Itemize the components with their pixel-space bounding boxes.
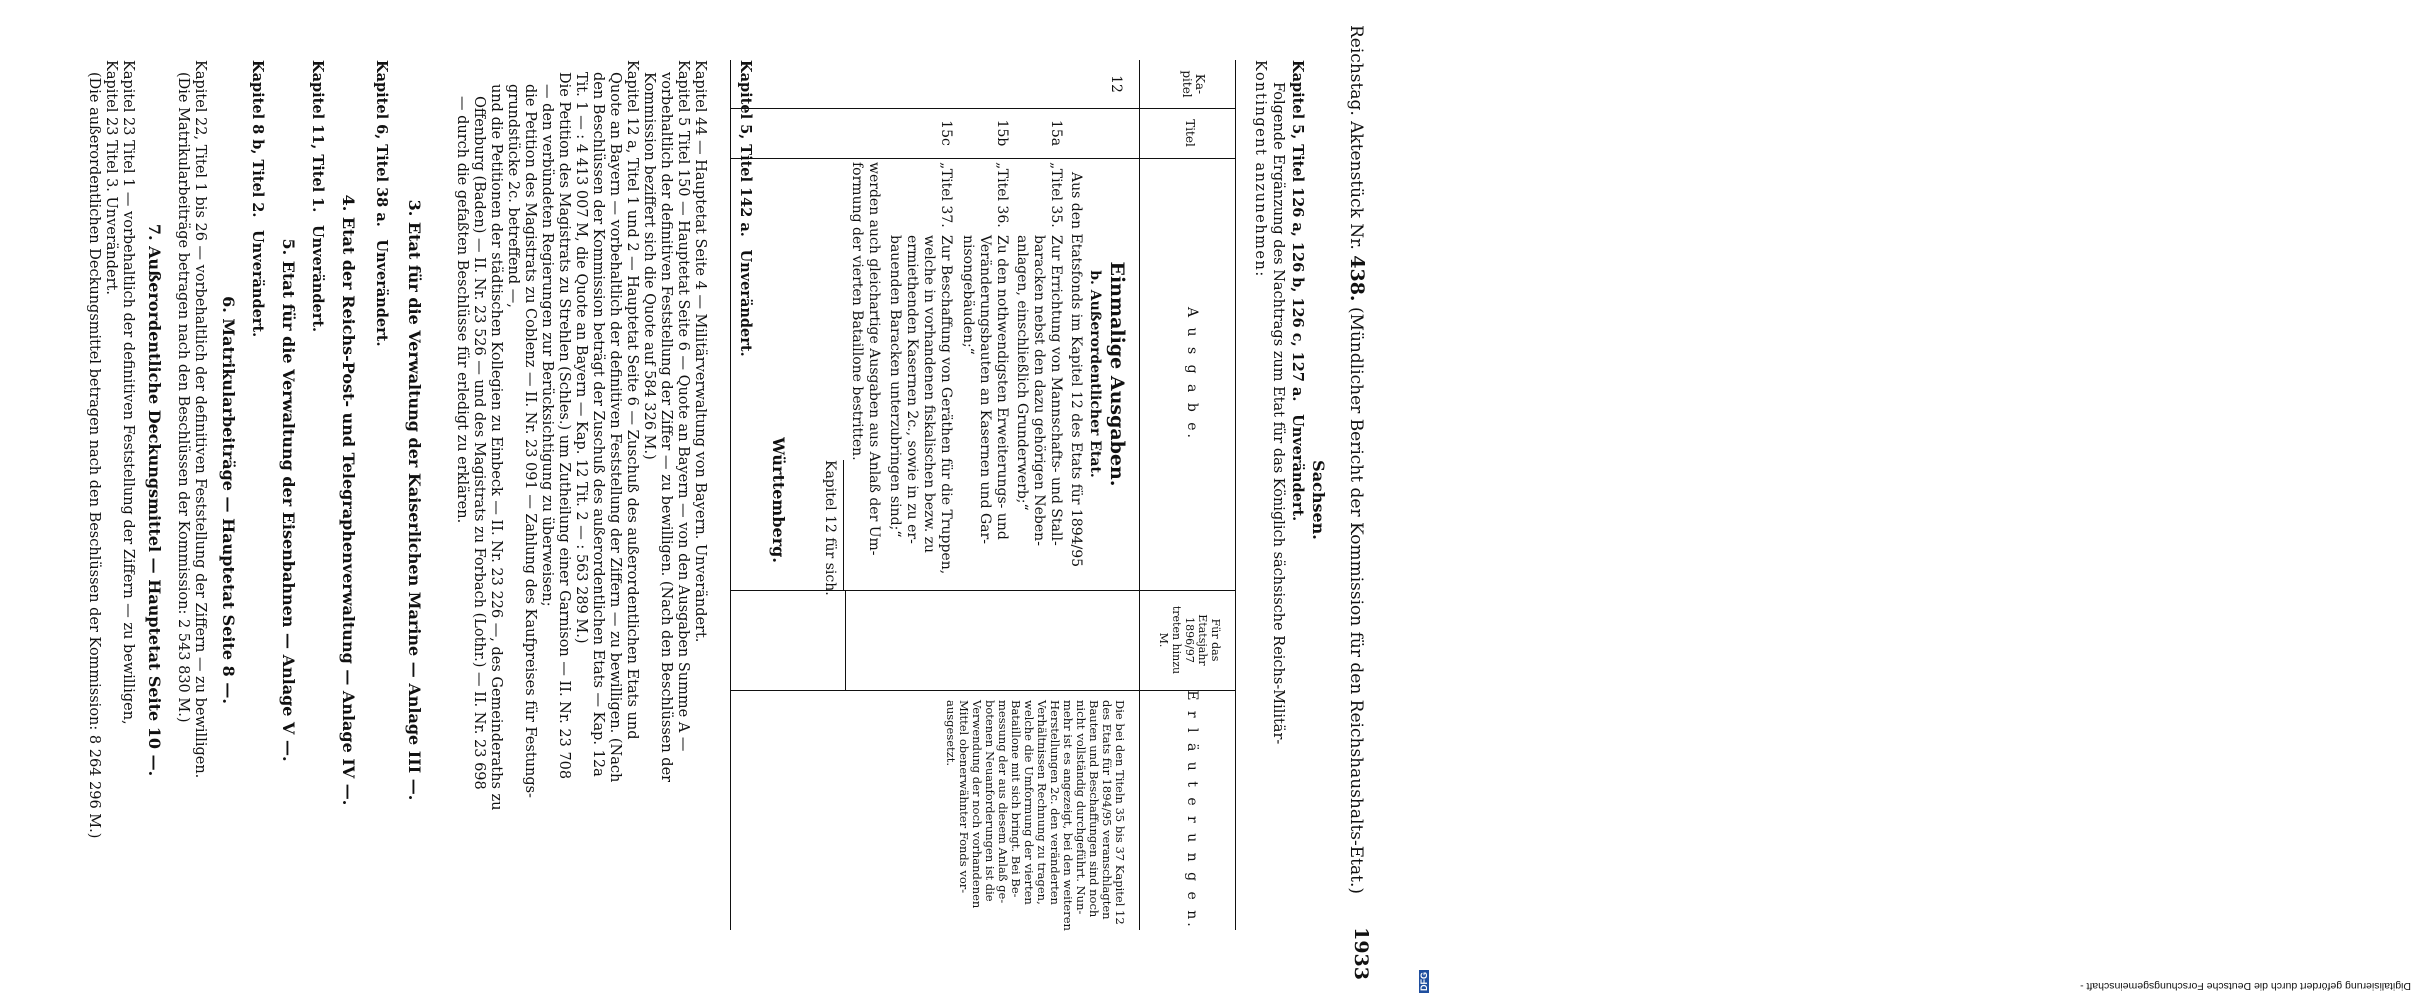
erlaeuterung-8: welche die Umformung der vierten xyxy=(1022,700,1036,905)
row-15c-label: „Titel 37. xyxy=(938,162,954,228)
erlaeuterung-13: Mittel obenerwähnter Fonds vor- xyxy=(957,700,971,894)
section-7-extra: (Die außerordentlichen Deckungsmittel betragen nach den Beschlüssen der Kommission: 8 264 296 M.) xyxy=(86,72,102,839)
row-15b-line1: Zu den nothwendigsten Erweiterungs- und xyxy=(994,235,1010,540)
row-15a-line2: baracken nebst den dazu gehörigen Neben- xyxy=(1031,235,1047,546)
section-3-kap: Kapitel 6, Titel 38 a. xyxy=(373,60,390,227)
row-15c-line3: ermiethenden Kasernen 2c., sowie in zu er- xyxy=(904,235,920,544)
section-4-status: Unverändert. xyxy=(309,224,326,333)
row-15c-line1: Zur Beschaffung von Geräthen für die Truppen, xyxy=(938,235,954,575)
erlaeuterung-4: nicht vollständig durchgeführt. Nun- xyxy=(1074,700,1088,915)
row-15c-line2: welche in vorhandenen fiskalischen bezw. zu xyxy=(921,235,937,554)
erlaeuterung-10: messung der aus diesem Anlaß ge- xyxy=(996,700,1010,904)
header-title: (Mündlicher Bericht der Kommission für den Reichshaushalts-Etat.) xyxy=(1346,306,1366,894)
digitization-credit xyxy=(1417,0,2411,1000)
titel-15b: 15b xyxy=(994,119,1010,147)
werden-line2: formung der vierten Bataillone bestritten. xyxy=(849,162,865,461)
wuerttemberg-kapitel5 xyxy=(736,60,754,357)
erlaeuterung-12: Verwendung der noch vorhandenen xyxy=(970,700,984,909)
titel-15a: 15a xyxy=(1048,119,1064,147)
row-15a-line3: anlagen, einschließlich Grunderwerb;“ xyxy=(1014,235,1030,511)
sachsen-heading: Sachsen. xyxy=(1309,460,1328,540)
section-3-status: Unverändert. xyxy=(373,239,390,347)
section-4-heading: 4. Etat der Reichs-Post- und Telegraphenverwaltung — Anlage IV —. xyxy=(339,194,358,806)
sachsen-intro-2: Kontingent anzunehmen: xyxy=(1252,60,1268,278)
bayern-line: Kommission beziffert sich die Quote auf 584 326 M.) xyxy=(641,72,657,460)
erlaeuterung-14: ausgesetzt. xyxy=(944,700,958,766)
section-3-heading: 3. Etat für die Verwaltung der Kaiserlichen Marine — Anlage III —. xyxy=(405,199,424,801)
bayern-line: Die Petition des Magistrats zu Strehlen (Schles.) um Zutheilung einer Garnison — II. Nr. 23 708 xyxy=(556,72,572,780)
aus-den-line: Aus den Etatsfonds im Kapitel 12 des Etats für 1894/95 xyxy=(1068,172,1084,568)
section-7-status: Kapitel 23 Titel 3. Unverändert. xyxy=(103,60,119,295)
bayern-line: grundstücke 2c. betreffend —, xyxy=(505,84,521,308)
section-6-heading: 6. Matrikularbeiträge — Hauptetat Seite 8 —. xyxy=(219,296,238,704)
row-15b-line3: nisongebäuden;“ xyxy=(960,235,976,355)
col-ausgabe-header: A u s g a b e. xyxy=(1184,306,1200,442)
row-15a-line1: Zur Errichtung von Mannschafts- und Stall- xyxy=(1048,235,1064,546)
ergaenzung-table xyxy=(730,60,1236,930)
section-5-status: Unverändert. xyxy=(249,230,266,338)
bayern-line: die Petition des Magistrats zu Coblenz — II. Nr. 23 091 — Zahlung des Kaufpreises für Festungs- xyxy=(522,84,538,798)
werden-line1: werden auch gleichartige Ausgaben aus Anlaß der Um- xyxy=(866,162,882,556)
section-7-kap: Kapitel 23 Titel 1 — vorbehaltlich der definitiven Feststellung der Ziffern — zu bewilligen, xyxy=(120,60,136,725)
erlaeuterung-5: mehr ist es angezeigt, bei den weiteren xyxy=(1061,700,1075,931)
wuerttemberg-kapitel5-line: Kapitel 5, Titel 142 a. xyxy=(737,60,754,237)
bayern-block xyxy=(453,60,708,940)
dfg-logo: DFG xyxy=(1419,972,1429,991)
col-erlaeuterungen-header: E r l ä u t e r u n g e n. xyxy=(1184,690,1200,930)
section-4-kapitel xyxy=(308,60,326,332)
kapitel12-total: Kapitel 12 für sich. xyxy=(822,460,838,596)
titel-15c: 15c xyxy=(938,120,954,146)
col-etatsjahr-header: Für das Etatsjahr 1896/97 treten hinzu M. xyxy=(1157,605,1222,675)
sachsen-kapitel5-line: Kapitel 5, Titel 126 a, 126 b, 126 c, 127 a. xyxy=(1289,60,1306,402)
erlaeuterung-1: Die bei den Titeln 35 bis 37 Kapitel 12 xyxy=(1113,700,1127,925)
bayern-line: Kapitel 44 — Hauptetat Seite 4 — Militärverwaltung von Bayern. Unverändert. xyxy=(692,60,708,643)
row-15b-label: „Titel 36. xyxy=(994,162,1010,228)
digitization-text: Digitalisierung gefördert durch die Deutsche Forschungsgemeinschaft - xyxy=(2080,980,2411,992)
kapitel-value: 12 xyxy=(1108,75,1124,93)
erlaeuterung-2: des Etats für 1894/95 veranschlagten xyxy=(1100,700,1114,920)
bayern-line: Tit. 1 — : 4 413 007 M, die Quote an Bayern — Kap. 12 Tit. 2 — : 563 289 M.) xyxy=(573,72,589,644)
sachsen-kapitel5 xyxy=(1288,60,1306,521)
bayern-line: Quote an Bayern — vorbehaltlich der definitiven Feststellung der Ziffern — zu bewilligen. (Nach xyxy=(607,72,623,783)
header-left: Reichstag. Aktenstück Nr. xyxy=(1346,25,1366,250)
section-6-kap: Kapitel 22, Titel 1 bis 26 — vorbehaltlich der definitiven Feststellung der Ziffern — zu bewilligen. xyxy=(192,60,208,779)
bayern-line: den Beschlüssen der Kommission beträgt der Zuschuß des außerordentlichen Etats — Kap. 12a xyxy=(590,72,606,777)
wuerttemberg-kapitel5-status: Unverändert. xyxy=(737,249,754,357)
section-4-kap: Kapitel 11, Titel 1. xyxy=(309,60,326,213)
page-header xyxy=(1346,25,1372,980)
sachsen-kapitel5-status: Unverändert. xyxy=(1289,414,1306,522)
erlaeuterung-7: Verhältnissen Rechnung zu tragen, xyxy=(1035,700,1049,905)
col-titel-header: Titel xyxy=(1183,119,1197,147)
row-15b-line2: Veränderungsbauten an Kasernen und Gar- xyxy=(977,235,993,544)
erlaeuterung-11: botenen Neuanforderungen ist die xyxy=(983,700,997,902)
bayern-line: Offenburg (Baden) — II. Nr. 23 526 — und des Magistrats zu Forbach (Lothr.) — II. Nr. 23 698 xyxy=(471,96,487,790)
section-subheading: b. Außerordentlicher Etat. xyxy=(1087,270,1103,478)
sachsen-intro-1: Folgende Ergänzung des Nachtrags zum Etat für das Königlich sächsische Reichs-Militär- xyxy=(1270,82,1286,745)
row-15a-label: „Titel 35. xyxy=(1048,162,1064,228)
section-5-heading: 5. Etat für die Verwaltung der Eisenbahnen — Anlage V —. xyxy=(279,238,298,762)
section-5-kap: Kapitel 8 b, Titel 2. xyxy=(249,60,266,218)
erlaeuterung-9: Bataillone mit sich bringt. Bei Be- xyxy=(1009,700,1023,898)
bayern-line: — durch die gefaßten Beschlüsse für erledigt zu erklären. xyxy=(454,96,470,524)
col-kapitel-header: Ka- pitel xyxy=(1180,70,1207,98)
erlaeuterung-6: Herstellungen 2c. den veränderten xyxy=(1048,700,1062,905)
bayern-line: und die Petitionen der städtischen Kollegien zu Einbeck — II. Nr. 23 226 —, des Gemeinderaths zu xyxy=(488,84,504,811)
bayern-line: Kapitel 12 a, Titel 1 und 2 — Hauptetat Seite 6 — Zuschuß des außerordentlichen Etats und xyxy=(624,60,640,740)
section-6-status: (Die Matrikularbeiträge betragen nach den Beschlüssen der Kommission: 2 543 830 M.) xyxy=(175,72,191,723)
page-number: 1933 xyxy=(1350,927,1372,980)
section-heading: Einmalige Ausgaben. xyxy=(1106,261,1128,487)
section-7-heading: 7. Außerordentliche Deckungsmittel — Hauptetat Seite 10 —. xyxy=(145,223,164,777)
bayern-line: — den verbündeten Regierungen zur Berücksichtigung zu überweisen; xyxy=(539,84,555,607)
bayern-line: Kapitel 5 Titel 150 — Hauptetat Seite 6 — Quote an Bayern — von den Ausgaben Summe A — xyxy=(675,60,691,752)
erlaeuterung-3: Bauten und Beschaffungen sind noch xyxy=(1087,700,1101,918)
wuerttemberg-heading: Württemberg. xyxy=(769,437,788,563)
row-15c-line4: bauenden Baracken unterzubringen sind;“ xyxy=(887,235,903,538)
section-3-kapitel xyxy=(372,60,390,347)
header-number: 438. xyxy=(1346,255,1368,302)
section-5-kapitel xyxy=(248,60,266,337)
bayern-line: vorbehaltlich der definitiven Feststellung der Ziffer — zu bewilligen. (Nach den Beschlüssen der xyxy=(658,72,674,783)
